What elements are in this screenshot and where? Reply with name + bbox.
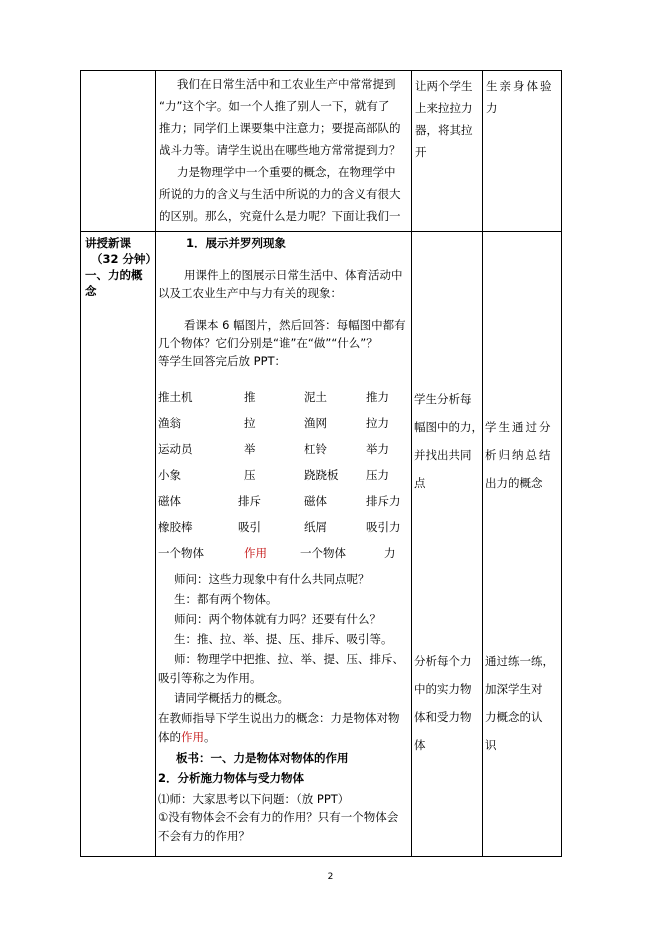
force-action: 吸引	[238, 520, 261, 534]
stage-title: 讲授新课	[85, 236, 131, 250]
dialogue-line: 师问：两个物体就有力吗？还要有什么？	[174, 612, 381, 626]
para2-line: 几个物体？它们分别是“谁”在“做”“什么”？	[158, 336, 378, 350]
stage-section: 念	[85, 284, 97, 298]
force-subject: 小象	[158, 468, 181, 482]
student-analysis-line: 并找出共同	[414, 448, 472, 462]
student-analysis-line: 学生分析每	[414, 392, 472, 406]
force-object: 杠铃	[304, 442, 327, 456]
stage-duration: （32 分钟）	[91, 252, 158, 266]
force-subject: 运动员	[158, 442, 193, 456]
intro-line: 所说的力的含义与生活中所说的力的含义有很大	[159, 187, 401, 201]
student-activity-line: 让两个学生	[415, 79, 473, 93]
para2-line: 看课本 6 幅图片，然后回答：每幅图中都有	[184, 318, 406, 332]
summary-subject: 一个物体	[158, 546, 204, 560]
question-line: ①没有物体会不会有力的作用？只有一个物体会	[158, 810, 399, 824]
force-object: 磁体	[304, 494, 327, 508]
design-intent-line: 力	[486, 101, 498, 115]
intro-line: 战斗力等。请学生说出在哪些地方常常提到力？	[159, 143, 401, 157]
stage-section: 一、力的概	[85, 268, 143, 282]
summary-force: 力	[384, 546, 396, 560]
intro-line: “力”这个字。如一个人推了别人一下，就有了	[159, 99, 390, 113]
force-subject: 推土机	[158, 390, 193, 404]
force-subject: 渔翁	[158, 416, 181, 430]
force-object: 渔网	[304, 416, 327, 430]
student-analysis-line: 体	[414, 738, 426, 752]
force-action: 举	[244, 442, 256, 456]
student-analysis-line: 中的实力物	[414, 682, 472, 696]
intro-line: 推力；同学们上课要集中注意力；要提高部队的	[159, 121, 401, 135]
student-activity-line: 开	[415, 145, 427, 159]
student-activity-line: 器，将其拉	[415, 123, 473, 137]
force-object: 泥土	[304, 390, 327, 404]
para1-line: 以及工农业生产中与力有关的现象：	[158, 286, 342, 300]
force-name: 压力	[366, 468, 389, 482]
force-object: 跷跷板	[304, 468, 339, 482]
force-object: 纸屑	[304, 520, 327, 534]
force-name: 排斥力	[366, 494, 401, 508]
dialogue-line: 请同学概括力的概念。	[174, 691, 289, 705]
column-divider	[411, 71, 412, 856]
force-subject: 橡胶棒	[158, 520, 193, 534]
force-name: 举力	[366, 442, 389, 456]
intro-line: 的区别。那么，究竟什么是力呢？下面让我们一	[159, 209, 401, 223]
force-action: 压	[244, 468, 256, 482]
force-subject: 磁体	[158, 494, 181, 508]
intent-line: 学生通过分	[485, 420, 553, 434]
para2-line: 等学生回答完后放 PPT：	[158, 354, 287, 368]
dialogue-line: 吸引等称之为作用。	[158, 671, 262, 685]
intent-line: 力概念的认	[485, 710, 543, 724]
student-activity-line: 上来拉拉力	[415, 101, 473, 115]
intro-line: 我们在日常生活中和工农业生产中常常提到	[177, 77, 396, 91]
board-writing: 板书：一、力是物体对物体的作用	[176, 751, 349, 765]
heading-1: 1．展示并罗列现象	[186, 236, 287, 250]
summary-action: 作用	[244, 546, 267, 560]
summary-object: 一个物体	[300, 546, 346, 560]
student-analysis-line: 分析每个力	[414, 654, 472, 668]
heading-2: 2．分析施力物体与受力物体	[158, 771, 305, 785]
intro-line: 力是物理学中一个重要的概念，在物理学中	[177, 165, 396, 179]
intent-line: 加深学生对	[485, 682, 543, 696]
question-intro: ⑴师：大家思考以下问题：（放 PPT）	[158, 792, 350, 806]
design-intent-line: 生亲身体验	[486, 79, 554, 93]
force-action: 拉	[244, 416, 256, 430]
intent-line: 出力的概念	[485, 476, 543, 490]
force-action: 推	[244, 390, 256, 404]
student-analysis-line: 体和受力物	[414, 710, 472, 724]
column-divider	[155, 71, 156, 856]
intent-line: 析归纳总结	[485, 448, 553, 462]
student-analysis-line: 幅图中的力，	[414, 420, 483, 434]
para1-line: 用课件上的图展示日常生活中、体育活动中	[184, 268, 403, 282]
page-number: 2	[327, 872, 334, 882]
question-line: 不会有力的作用？	[158, 829, 250, 843]
dialogue-line: 生：推、拉、举、提、压、排斥、吸引等。	[174, 632, 393, 646]
row-divider	[81, 231, 561, 232]
force-name: 吸引力	[366, 520, 401, 534]
intent-line: 通过练一练，	[485, 654, 554, 668]
student-analysis-line: 点	[414, 476, 426, 490]
concept-line: 在教师指导下学生说出力的概念：力是物体对物	[158, 711, 400, 725]
force-action: 排斥	[238, 494, 261, 508]
dialogue-line: 生：都有两个物体。	[174, 592, 278, 606]
force-name: 推力	[366, 390, 389, 404]
dialogue-line: 师问：这些力现象中有什么共同点呢？	[174, 572, 370, 586]
column-divider	[482, 71, 483, 856]
concept-line-2: 体的作用。	[158, 730, 216, 744]
intent-line: 识	[485, 738, 497, 752]
force-name: 拉力	[366, 416, 389, 430]
concept-keyword: 作用	[181, 730, 204, 744]
dialogue-line: 师：物理学中把推、拉、举、提、压、排斥、	[174, 652, 404, 666]
